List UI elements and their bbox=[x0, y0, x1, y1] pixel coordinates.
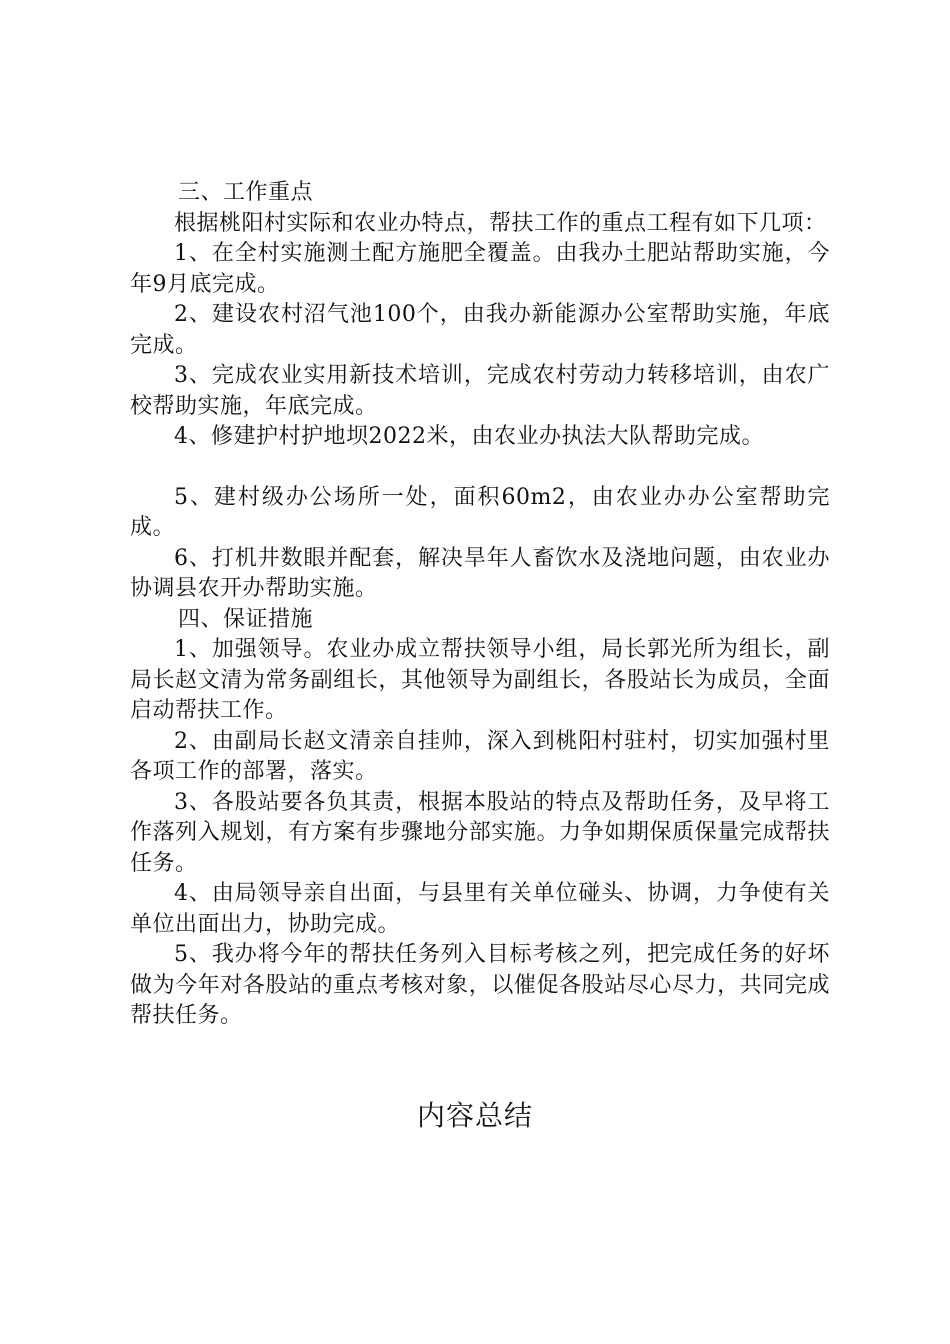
section-heading-measures: 四、保证措施 bbox=[178, 606, 314, 632]
section-heading-work-focus: 三、工作重点 bbox=[178, 180, 314, 205]
list-item-1: 1、在全村实施测土配方施肥全覆盖。由我办土肥站帮助实施，今年9月底完成。 bbox=[130, 241, 830, 297]
list-item-6: 6、打机井数眼并配套，解决旱年人畜饮水及浇地问题，由农业办协调县农开办帮助实施。 bbox=[130, 545, 830, 601]
list-item-5: 5、建村级办公场所一处，面积60m2，由农业办办公室帮助完成。 bbox=[130, 484, 830, 540]
paragraph-intro: 根据桃阳村实际和农业办特点，帮扶工作的重点工程有如下几项： bbox=[174, 210, 827, 236]
summary-title: 内容总结 bbox=[416, 1099, 533, 1132]
list-item-2: 2、建设农村沼气池100个，由我办新能源办公室帮助实施，年底完成。 bbox=[130, 302, 830, 358]
measure-item-1: 1、加强领导。农业办成立帮扶领导小组，局长郭光所为组长，副局长赵文清为常务副组长，其他领导为副组长，各股站长为成员，全面启动帮扶工作。 bbox=[130, 637, 830, 723]
measure-item-2: 2、由副局长赵文清亲自挂帅，深入到桃阳村驻村，切实加强村里各项工作的部署，落实。 bbox=[130, 728, 830, 784]
measure-item-5: 5、我办将今年的帮扶任务列入目标考核之列，把完成任务的好坏做为今年对各股站的重点考核对象，以催促各股站尽心尽力，共同完成帮扶任务。 bbox=[130, 942, 830, 1028]
list-item-3: 3、完成农业实用新技术培训，完成农村劳动力转移培训，由农广校帮助实施，年底完成。 bbox=[130, 363, 830, 419]
measure-item-3: 3、各股站要各负其责，根据本股站的特点及帮助任务，及早将工作落列入规划，有方案有步骤地分部实施。力争如期保质保量完成帮扶任务。 bbox=[130, 789, 830, 876]
measure-item-4: 4、由局领导亲自出面，与县里有关单位碰头、协调，力争使有关单位出面出力，协助完成。 bbox=[130, 881, 830, 937]
list-item-4: 4、修建护村护地坝2022米，由农业办执法大队帮助完成。 bbox=[174, 424, 764, 449]
document-body bbox=[130, 178, 830, 1032]
